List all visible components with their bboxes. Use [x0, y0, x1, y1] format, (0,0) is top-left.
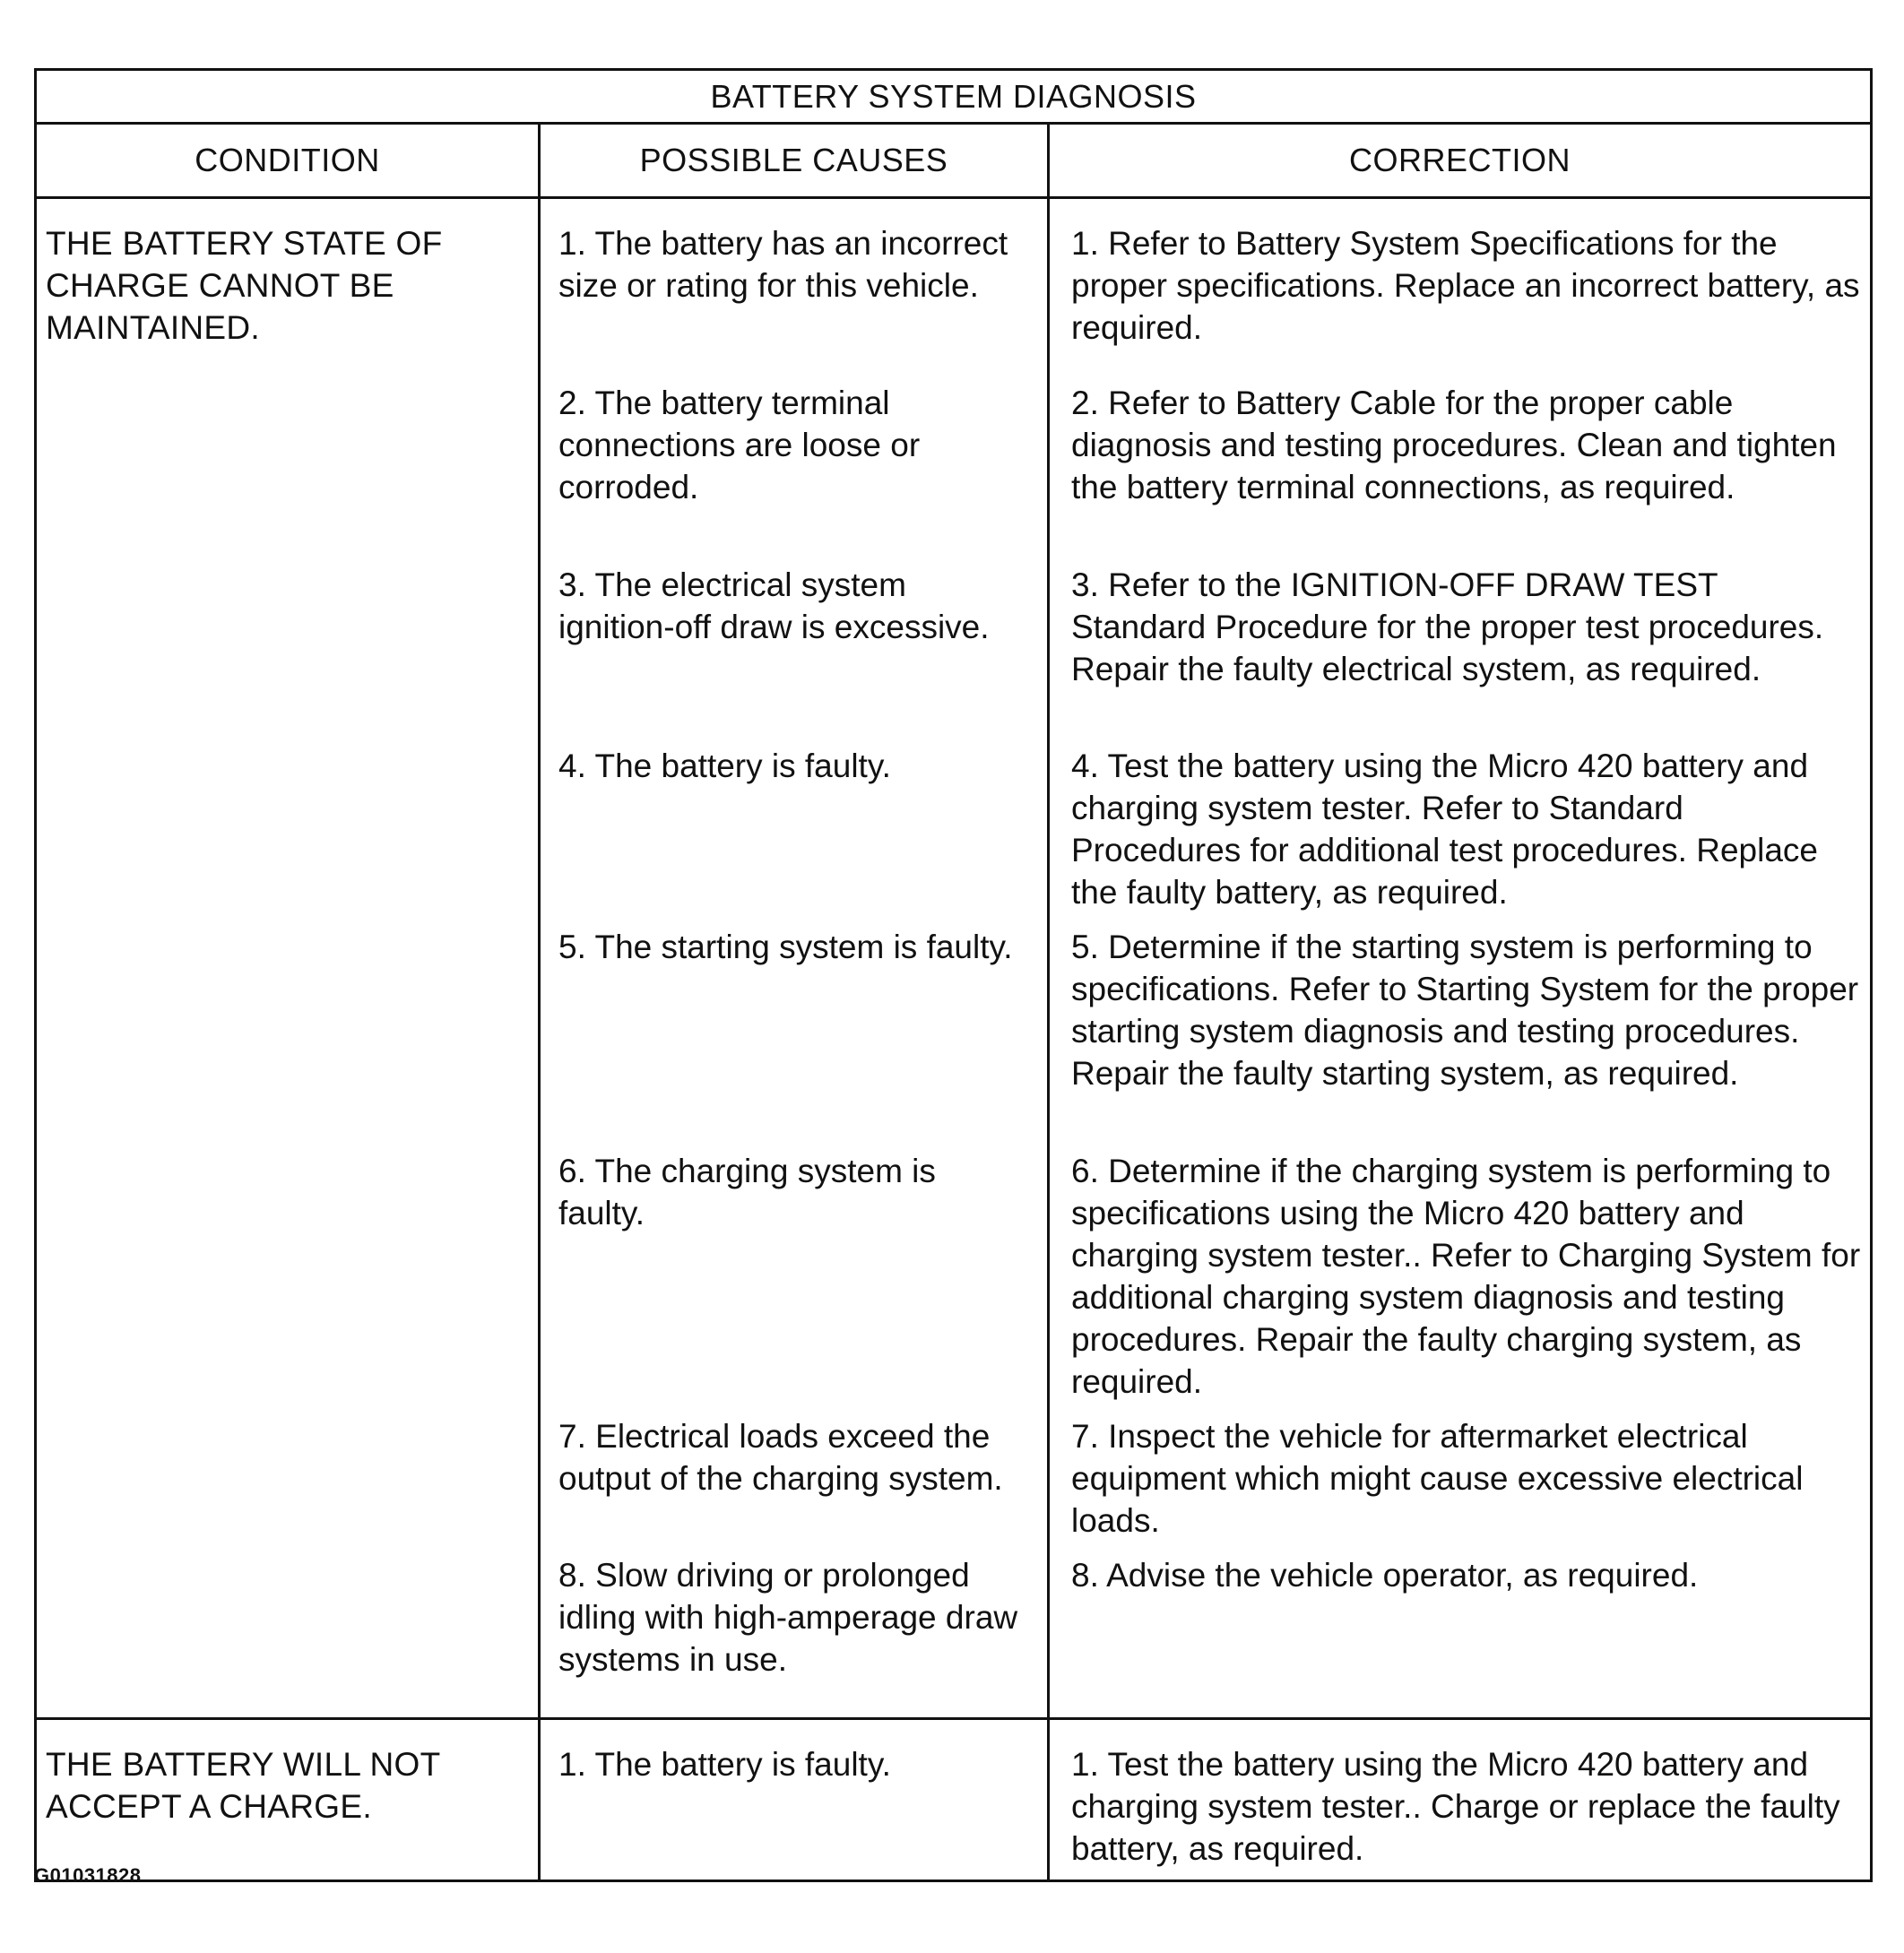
- diagnosis-table-container: [34, 68, 1870, 1882]
- cause-item: 5. The starting system is faulty.: [558, 929, 1013, 965]
- table-row: [36, 1719, 1872, 1881]
- correction-item: 2. Refer to Battery Cable for the proper cable diagnosis and testing procedures. Clean and tighten the battery terminal connections, as required.: [1071, 385, 1837, 506]
- causes-cell: [540, 1719, 1049, 1881]
- corrections-cell: [1049, 1719, 1872, 1881]
- cause-item: 8. Slow driving or prolonged idling with high-amperage draw systems in use.: [558, 1557, 1018, 1678]
- correction-item: 8. Advise the vehicle operator, as required.: [1071, 1557, 1699, 1594]
- battery-diagnosis-table: [34, 68, 1873, 1882]
- condition-cell: THE BATTERY WILL NOT ACCEPT A CHARGE.: [36, 1719, 540, 1881]
- correction-item: 7. Inspect the vehicle for aftermarket electrical equipment which might cause excessive electrical loads.: [1071, 1418, 1804, 1539]
- correction-item: 1. Refer to Battery System Specifications for the proper specifications. Replace an incorrect battery, as required.: [1071, 225, 1860, 346]
- header-correction: CORRECTION: [1049, 124, 1872, 198]
- correction-item: 6. Determine if the charging system is performing to specifications using the Micro 420 battery and charging system tester.. Refer to Charging System for additional charging system diagnosis and testing procedures. Repair the faulty charging system, as required.: [1071, 1153, 1861, 1400]
- corrections-cell: [1049, 198, 1872, 1719]
- correction-item: 1. Test the battery using the Micro 420 battery and charging system tester.. Charge or replace the faulty battery, as required.: [1071, 1746, 1840, 1867]
- header-condition: CONDITION: [36, 124, 540, 198]
- header-possible-causes: POSSIBLE CAUSES: [540, 124, 1049, 198]
- cause-item: 6. The charging system is faulty.: [558, 1153, 936, 1231]
- table-title: BATTERY SYSTEM DIAGNOSIS: [36, 70, 1872, 124]
- cause-item: 1. The battery has an incorrect size or rating for this vehicle.: [558, 225, 1008, 304]
- cause-item: 2. The battery terminal connections are loose or corroded.: [558, 385, 921, 506]
- correction-item: 3. Refer to the IGNITION-OFF DRAW TEST Standard Procedure for the proper test procedures. Repair the faulty electrical system, as required.: [1071, 566, 1824, 687]
- condition-cell: THE BATTERY STATE OF CHARGE CANNOT BE MAINTAINED.: [36, 198, 540, 1719]
- cause-item: 3. The electrical system ignition-off draw is excessive.: [558, 566, 990, 645]
- correction-item: 5. Determine if the starting system is performing to specifications. Refer to Starting System for the proper starting system diagnosis and testing procedures. Repair the faulty starting system, as required.: [1071, 929, 1859, 1092]
- causes-cell: [540, 198, 1049, 1719]
- figure-code: G01031828: [34, 1864, 142, 1887]
- table-row: [36, 198, 1872, 1719]
- cause-item: 1. The battery is faulty.: [558, 1746, 891, 1783]
- cause-item: 7. Electrical loads exceed the output of the charging system.: [558, 1418, 1003, 1497]
- correction-item: 4. Test the battery using the Micro 420 battery and charging system tester. Refer to Standard Procedures for additional test procedures. Replace the faulty battery, as required.: [1071, 747, 1818, 911]
- cause-item: 4. The battery is faulty.: [558, 747, 891, 784]
